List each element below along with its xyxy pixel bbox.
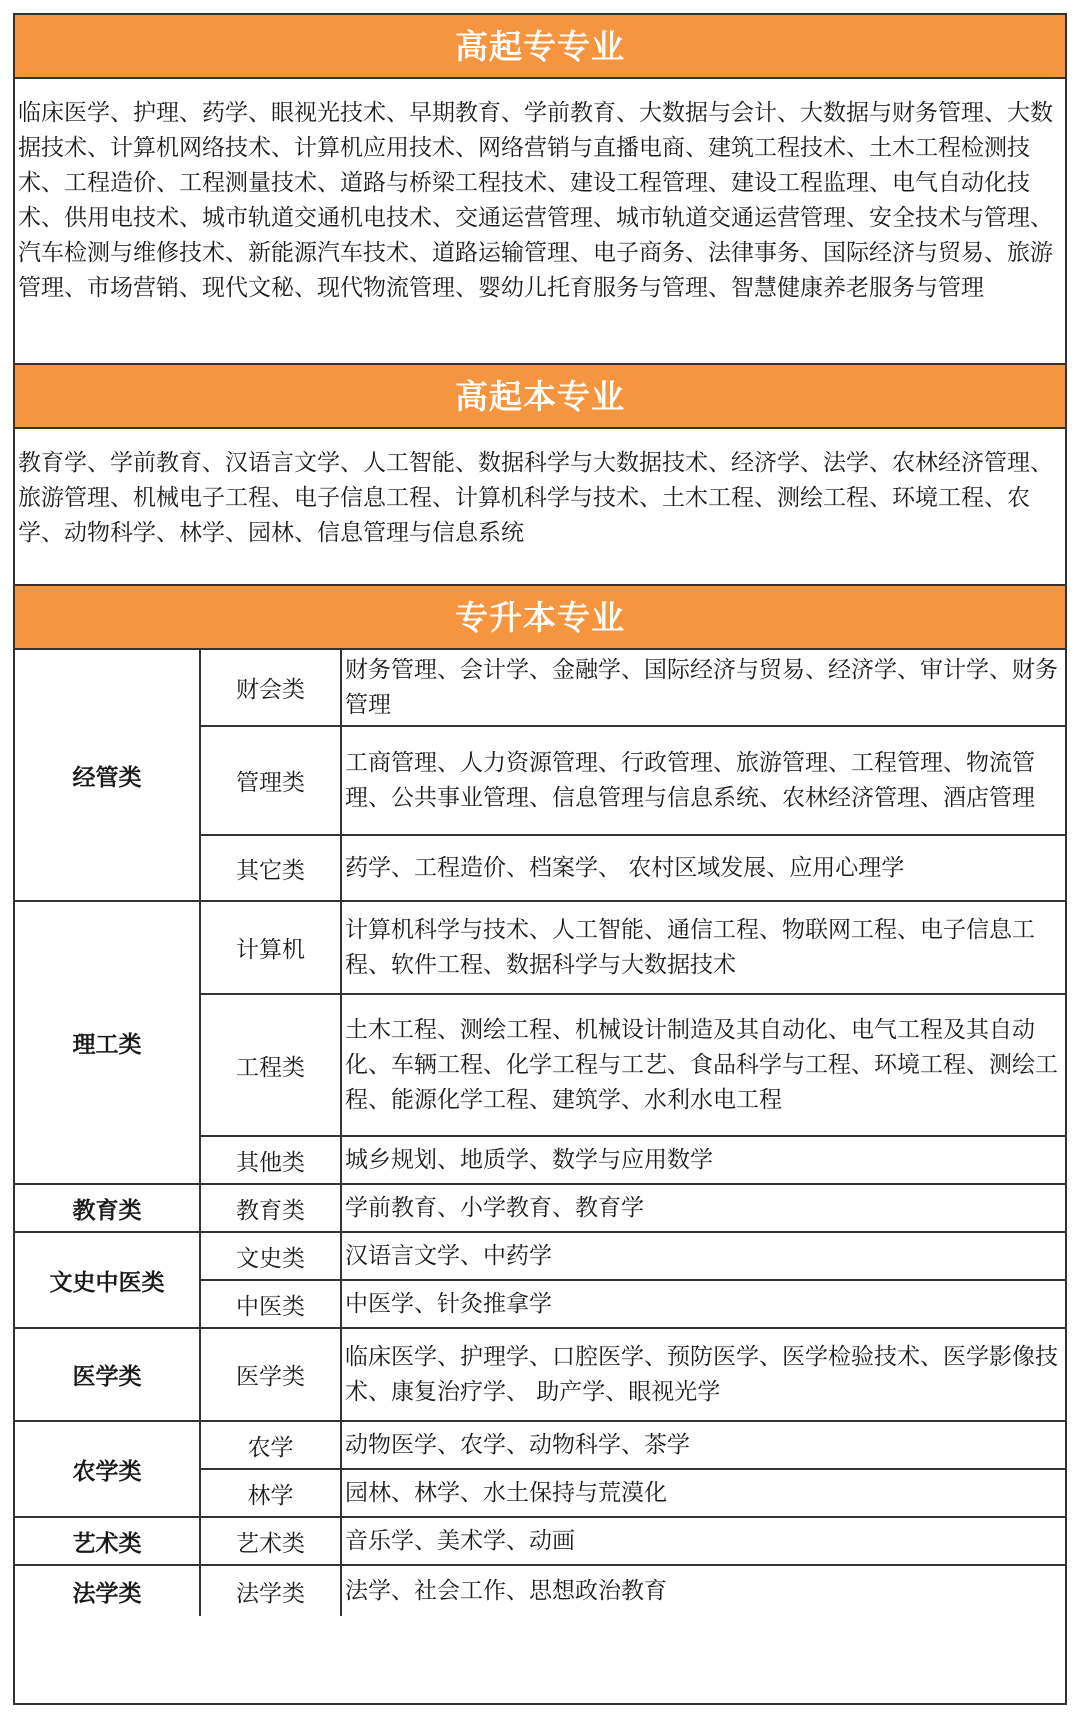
majors-cell xyxy=(342,1470,1065,1518)
subcategory-cell: 管理类 xyxy=(201,727,342,836)
category-cell: 艺术类 xyxy=(15,1518,201,1566)
majors-cell xyxy=(342,650,1065,727)
majors-text: 计算机科学与技术、人工智能、通信工程、物联网工程、电子信息工程、软件工程、数据科学与大数据技术 xyxy=(345,916,1035,978)
majors-cell xyxy=(342,1281,1065,1329)
majors-text: 城乡规划、地质学、数学与应用数学 xyxy=(345,1146,713,1173)
subcategory-cell: 财会类 xyxy=(201,650,342,727)
majors-cell xyxy=(342,902,1065,995)
category-cell: 法学类 xyxy=(15,1566,201,1616)
majors-cell xyxy=(342,1518,1065,1566)
category-cell: 农学类 xyxy=(15,1422,201,1518)
category-cell: 理工类 xyxy=(15,902,201,1185)
majors-text: 法学、社会工作、思想政治教育 xyxy=(345,1577,667,1604)
majors-cell xyxy=(342,995,1065,1137)
subcategory-cell: 艺术类 xyxy=(201,1518,342,1566)
category-cell: 文史中医类 xyxy=(15,1233,201,1329)
majors-document xyxy=(13,13,1067,1705)
subcategory-cell: 教育类 xyxy=(201,1185,342,1233)
section-title-gaoqizhuan: 高起专专业 xyxy=(15,15,1065,79)
subcategory-cell: 林学 xyxy=(201,1470,342,1518)
section-title-gaoqiben: 高起本专业 xyxy=(15,365,1065,429)
majors-text: 园林、林学、水土保持与荒漠化 xyxy=(345,1479,667,1506)
category-cell: 经管类 xyxy=(15,650,201,902)
majors-text: 土木工程、测绘工程、机械设计制造及其自动化、电气工程及其自动化、车辆工程、化学工程与工艺、食品科学与工程、环境工程、测绘工程、能源化学工程、建筑学、水利水电工程 xyxy=(345,1016,1058,1113)
gaoqizhuan-majors-text: 临床医学、护理、药学、眼视光技术、早期教育、学前教育、大数据与会计、大数据与财务管理、大数据技术、计算机网络技术、计算机应用技术、网络营销与直播电商、建筑工程技术、土木工程检测技术、工程造价、工程测量技术、道路与桥梁工程技术、建设工程管理、建设工程监理、电气自动化技术、供用电技术、城市轨道交通机电技术、交通运营管理、城市轨道交通运营管理、安全技术与管理、汽车检测与维修技术、新能源汽车技术、道路运输管理、电子商务、法律事务、国际经济与贸易、旅游管理、市场营销、现代文秘、现代物流管理、婴幼儿托育服务与管理、智慧健康养老服务与管理 xyxy=(15,79,1065,365)
majors-cell xyxy=(342,1566,1065,1616)
majors-cell xyxy=(342,836,1065,902)
gaoqiben-majors-text: 教育学、学前教育、汉语言文学、人工智能、数据科学与大数据技术、经济学、法学、农林经济管理、旅游管理、机械电子工程、电子信息工程、计算机科学与技术、土木工程、测绘工程、环境工程、农学、动物科学、林学、园林、信息管理与信息系统 xyxy=(15,429,1065,586)
subcategory-cell: 计算机 xyxy=(201,902,342,995)
majors-text: 药学、工程造价、档案学、 农村区域发展、应用心理学 xyxy=(345,854,905,881)
majors-cell xyxy=(342,1422,1065,1470)
majors-text: 学前教育、小学教育、教育学 xyxy=(345,1194,644,1221)
majors-cell xyxy=(342,1329,1065,1422)
subcategory-cell: 文史类 xyxy=(201,1233,342,1281)
category-cell: 医学类 xyxy=(15,1329,201,1422)
subcategory-cell: 中医类 xyxy=(201,1281,342,1329)
subcategory-cell: 法学类 xyxy=(201,1566,342,1616)
majors-text: 音乐学、美术学、动画 xyxy=(345,1527,575,1554)
majors-text: 汉语言文学、中药学 xyxy=(345,1242,552,1269)
majors-cell xyxy=(342,1137,1065,1185)
majors-text: 工商管理、人力资源管理、行政管理、旅游管理、工程管理、物流管理、公共事业管理、信息管理与信息系统、农林经济管理、酒店管理 xyxy=(345,749,1035,811)
majors-text: 财务管理、会计学、金融学、国际经济与贸易、经济学、审计学、财务管理 xyxy=(345,656,1058,718)
category-cell: 教育类 xyxy=(15,1185,201,1233)
subcategory-cell: 农学 xyxy=(201,1422,342,1470)
majors-text: 中医学、针灸推拿学 xyxy=(345,1290,552,1317)
subcategory-cell: 其他类 xyxy=(201,1137,342,1185)
subcategory-cell: 工程类 xyxy=(201,995,342,1137)
majors-text: 临床医学、护理学、口腔医学、预防医学、医学检验技术、医学影像技术、康复治疗学、 助产学、眼视光学 xyxy=(345,1343,1058,1405)
subcategory-cell: 医学类 xyxy=(201,1329,342,1422)
majors-cell xyxy=(342,727,1065,836)
majors-cell xyxy=(342,1233,1065,1281)
section-title-zhuanshengben: 专升本专业 xyxy=(15,586,1065,650)
subcategory-cell: 其它类 xyxy=(201,836,342,902)
majors-text: 动物医学、农学、动物科学、茶学 xyxy=(345,1431,690,1458)
majors-cell xyxy=(342,1185,1065,1233)
